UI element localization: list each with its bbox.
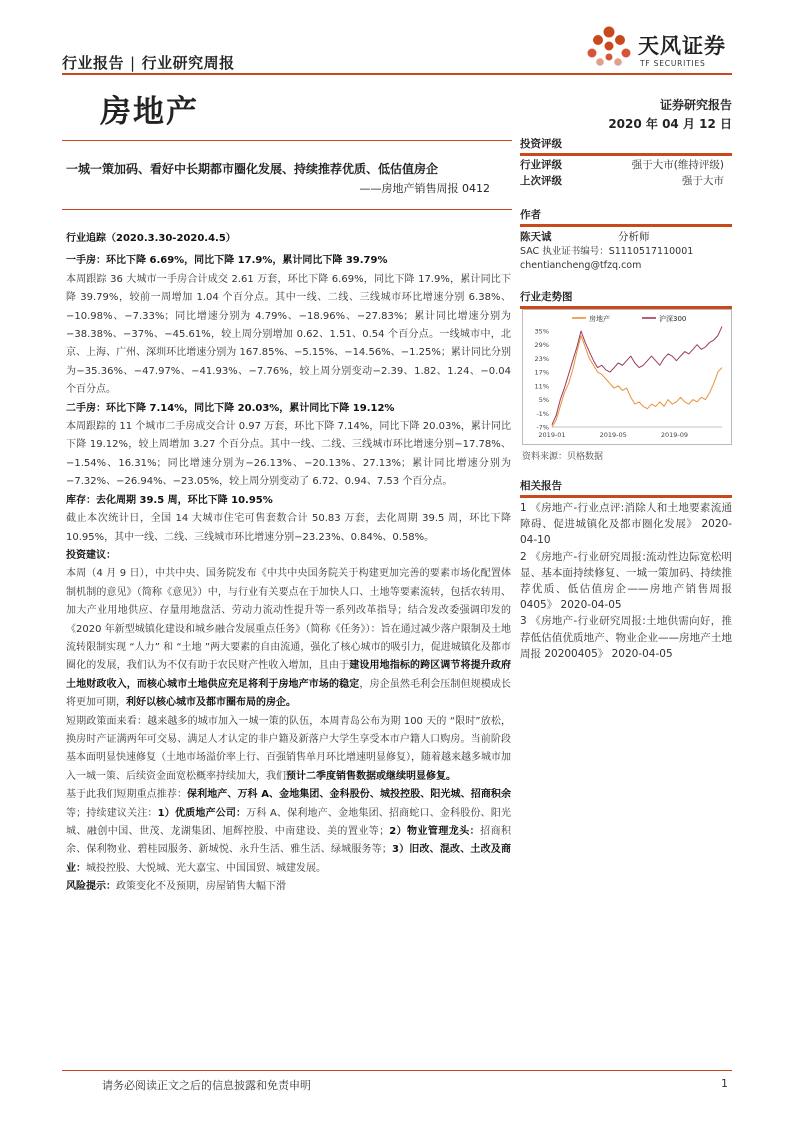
y-tick-label: 17%	[534, 368, 549, 377]
footer-rule	[62, 1070, 732, 1071]
advice-p3-mid3: 招商积余、保利物业、碧桂园服务、新城悦、永升生活、雅生活、绿城服务等；	[66, 826, 512, 856]
related-list	[520, 500, 732, 662]
advice-paragraph-2	[66, 713, 511, 787]
related-item[interactable]: 1 《房地产-行业点评:消除人和土地要素流通障碍、促进城镇化及都市圈化发展》 2020-04-10	[520, 502, 732, 547]
y-tick-label: 35%	[534, 327, 549, 336]
report-body	[66, 230, 511, 897]
footer-disclaimer[interactable]: 请务必阅读正文之后的信息披露和免责申明	[102, 1079, 311, 1092]
tf-securities-logo	[586, 24, 736, 74]
second-home-text: 本周跟踪的 11 个城市二手房成交合计 0.97 万套，环比下降 7.14%，同比下降 20.03%，累计同比下降 19.12%，较上周增加 3.27 个百分点。其中一线、二线、三线城市环比增速分别−17.78%、−1.54%、16.31%；同比增速分别为−26.13%、−20.13%、27.13%；累计同比增速分别为−7.32%、−26.94%、−23.05%，较上周分别变动了 6.72、0.94、7.53 个百分点。	[66, 421, 511, 488]
rating-value: 强于大市	[682, 175, 724, 187]
inventory-title: 库存：去化周期 39.5 周，环比下降 10.95%	[66, 494, 273, 506]
advice-p3-bold2: 1）优质地产公司：	[157, 807, 247, 819]
sector-title: 房地产	[100, 94, 199, 130]
advice-p3-mid1: 等；持续建议关注：	[66, 807, 158, 819]
author-role: 分析师	[618, 231, 650, 243]
rating-label: 行业评级	[520, 159, 562, 171]
rating-row-previous	[520, 172, 732, 191]
risk-text: 政策变化不及预期，房屋销售大幅下滑	[116, 881, 286, 893]
advice-p3-mid2: 万科 A、保利地产、金地集团、招商蛇口、金科股份、阳光城、融创中国、世茂、龙湖集团、旭辉控股、中南建设、美的置业等；	[66, 807, 511, 837]
rating-section-title: 投资评级	[520, 138, 562, 150]
risk-paragraph	[66, 878, 511, 896]
logo-pinwheel-icon	[586, 24, 632, 72]
author-section-bar	[520, 224, 732, 227]
inventory-text: 截止本次统计日，全国 14 大城市住宅可售套数合计 50.83 万套，去化周期 39.5 周，环比下降 10.95%，其中一线、二线、三线城市环比增速分别−23.23%、0.84%、0.58%。	[66, 513, 511, 543]
related-item[interactable]: 3 《房地产-行业研究周报:土地供需向好，推荐低估值优质地产、物业企业——房地产土地周报 20200405》 2020-04-05	[520, 615, 732, 660]
advice-p3-bold4: 3）旧改、混改、土改及商业：	[66, 844, 511, 874]
related-section	[520, 478, 732, 662]
legend-label: 沪深300	[659, 315, 687, 323]
y-tick-label: -7%	[536, 423, 549, 432]
x-tick-label: 2019-09	[660, 431, 688, 439]
report-date: 2020 年 04 月 12 日	[608, 117, 732, 131]
advice-paragraph-1	[66, 565, 511, 712]
risk-title: 风险提示：	[66, 881, 116, 893]
author-email[interactable]: chentiancheng@tfzq.com	[520, 260, 642, 271]
rating-label: 上次评级	[520, 175, 562, 187]
advice-p3-bold1: 保利地产、万科 A、金地集团、金科股份、城投控股、阳光城、招商积余	[187, 789, 511, 801]
author-section	[520, 207, 732, 273]
advice-p1-text: 本周（4 月 9 日），中共中央、国务院发布《中共中央国务院关于构建更加完善的要素市场化配置体制机制的意见》（简称《意见》）中，与行业有关要点在于加快人口、土地等要素流转，包括农转用、加大产业用地供应、存量用地盘活、劳动力流动性提升等一系列改革指导；结合发改委强调印发的《2020 年新型城镇化建设和城乡融合发展重点任务》（简称《任务》）：旨在通过减少落户限制及土地流转限制实现 “人力” 和 “土地 ”两大要素的自由流通，强化了核心城市的吸引力，促进城镇化及都市圈化的发展，我们认为不仅有助于农民财产性收入增加，且由于	[66, 568, 511, 672]
tracking-title: 行业追踪（2020.3.30-2020.4.5）	[66, 233, 236, 244]
author-name-row	[520, 229, 732, 245]
page-number: 1	[721, 1077, 728, 1090]
report-category: 行业报告	[62, 54, 125, 72]
rating-value: 强于大市(维持评级)	[631, 159, 724, 171]
advice-p2-text: 短期政策面来看：越来越多的城市加入一城一策的队伍，本周青岛公布为期 100 天的 “限时”放松，换房时产证满两年可交易、满足人才认定的非户籍及新落户大学生享受本市户籍人口购房。当前阶段基本面明显快速修复（土地市场溢价率上行、百强销售单月环比增速明显修复），随着越来越多城市加入一城一策、后续资金面宽松概率持续加大，我们	[66, 715, 511, 782]
report-subcategory: 行业研究周报	[141, 54, 235, 72]
y-tick-label: -1%	[536, 409, 549, 418]
trend-chart	[522, 309, 732, 445]
new-home-text: 本周跟踪 36 大城市一手房合计成交 2.61 万套，环比下降 6.69%，同比下降 17.9%，累计同比下降 39.79%，较前一周增加 1.04 个百分点。其中一线、二线、三线城市环比增速分别 6.38%、−10.98%、−7.33%；同比增速分别为 4.79%、−18.96%、−27.83%；累计同比增速分别为 −38.38%、−37%、−45.61%，较上周分别增加 0.62、1.51、0.54 个百分点。一线城市中，北京、上海、广州、深圳环比增速分别为 167.85%、−5.15%、−14.56%、−1.25%；累计同比分别为−35.36%、−47.97%、−41.93%、−7.76%，较上周分别变动−2.39、1.82、1.24、−0.04 个百分点。	[66, 273, 511, 396]
related-section-title: 相关报告	[520, 480, 562, 492]
legend-label: 房地产	[589, 315, 610, 323]
headline-rule-bottom	[62, 209, 512, 210]
advice-p3-mid4: 城投控股、大悦城、光大嘉宝、中国国贸、城建发展。	[86, 862, 326, 874]
report-headline: 一城一策加码、看好中长期都市圈化发展、持续推荐优质、低估值房企	[66, 162, 439, 176]
logo-chinese-name: 天风证券	[638, 34, 726, 58]
report-subheadline: ——房地产销售周报 0412	[359, 182, 490, 195]
advice-title: 投资建议：	[66, 549, 116, 561]
advice-p3-lead: 基于此我们短期重点推荐：	[66, 789, 188, 801]
related-item[interactable]: 2 《房地产-行业研究周报:流动性边际宽松明显、基本面持续修复、一城一策加码、持续推荐优质、低估值房企——房地产销售周报 0405》 2020-04-05	[520, 550, 732, 612]
advice-paragraph-3	[66, 786, 511, 878]
chart-source: 资料来源：贝格数据	[522, 452, 604, 462]
related-section-bar	[520, 495, 732, 498]
advice-p1-bold: 建设用地指标的跨区调节将提升政府土地财政收入，而核心城市土地供应充足将利于房地产市场的稳定	[66, 660, 512, 690]
second-home-title: 二手房：环比下降 7.14%，同比下降 20.03%，累计同比下降 19.12%	[66, 402, 395, 414]
logo-english-name: TF SECURITIES	[640, 59, 706, 68]
report-type: 证券研究报告	[659, 98, 732, 112]
new-home-title: 一手房：环比下降 6.69%，同比下降 17.9%，累计同比下降 39.79%	[66, 255, 388, 267]
advice-p3-bold3: 2）物业管理龙头：	[389, 826, 481, 837]
header-rule	[62, 73, 732, 75]
author-name: 陈天诚	[520, 231, 552, 243]
advice-p2-bold: 预计二季度销售数据或继续明显修复。	[286, 770, 456, 782]
report-category-bar	[62, 52, 235, 73]
category-separator: |	[130, 54, 136, 72]
x-tick-label: 2019-01	[538, 431, 566, 439]
y-tick-label: 29%	[534, 341, 549, 350]
headline-rule-top	[62, 140, 512, 141]
y-tick-label: 23%	[534, 354, 549, 363]
x-tick-label: 2019-05	[599, 431, 627, 439]
trend-section	[520, 289, 732, 309]
y-tick-label: 5%	[538, 396, 549, 405]
y-tick-label: 11%	[534, 382, 549, 391]
author-license: SAC 执业证书编号：S1110517110001	[520, 246, 694, 257]
trend-section-title: 行业走势图	[520, 291, 573, 303]
author-section-title: 作者	[520, 209, 541, 221]
advice-p1-bold2: 利好以核心城市及都市圈布局的房企。	[126, 697, 296, 709]
rating-section	[520, 136, 732, 191]
advice-p1-tail: ，房企虽然毛利会压制但规模成长将更加可期，	[66, 678, 512, 709]
